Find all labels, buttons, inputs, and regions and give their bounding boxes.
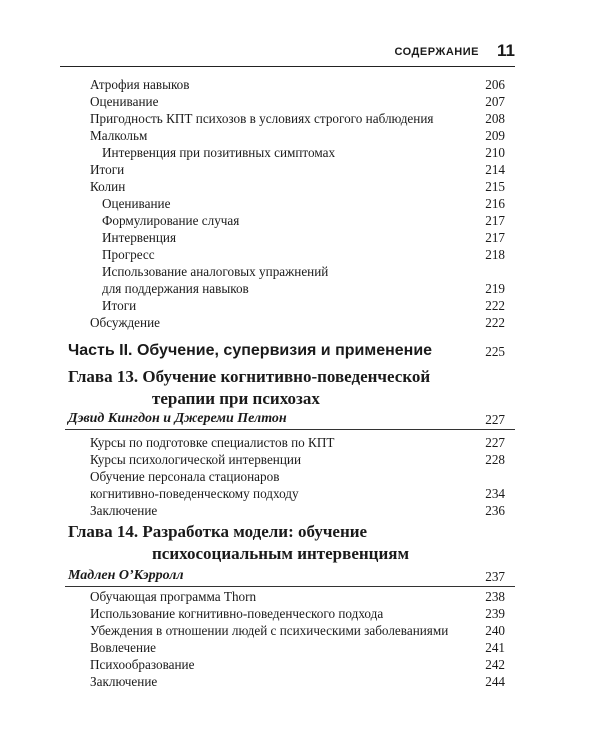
toc-entry: когнитивно-поведенческому подходу bbox=[90, 486, 299, 501]
toc-page: 219 bbox=[485, 281, 505, 296]
toc-entry: Итоги bbox=[102, 298, 137, 313]
toc-page: 208 bbox=[485, 111, 505, 126]
toc-page: 239 bbox=[485, 606, 505, 621]
toc-entry: для поддержания навыков bbox=[102, 281, 249, 296]
toc-entry: Убеждения в отношении людей с психическими заболеваниями bbox=[90, 623, 449, 638]
toc-page: 209 bbox=[485, 128, 505, 143]
toc-page: 228 bbox=[485, 452, 505, 467]
toc-entry: Оценивание bbox=[102, 196, 171, 211]
toc-entry: Пригодность КПТ психозов в условиях строгого наблюдения bbox=[90, 111, 434, 126]
toc-entry: Вовлечение bbox=[90, 640, 157, 655]
header-page-number: 11 bbox=[497, 41, 515, 60]
toc-entry: Оценивание bbox=[90, 94, 159, 109]
toc-page: 206 bbox=[485, 77, 505, 92]
toc-entry: Обсуждение bbox=[90, 315, 160, 330]
chapter-13-title-line1: Глава 13. Обучение когнитивно-поведенческой bbox=[68, 367, 431, 386]
toc-page: 216 bbox=[485, 196, 505, 211]
part-title: Часть II. Обучение, супервизия и применение bbox=[68, 342, 433, 359]
chapter-13-author-page: 227 bbox=[485, 412, 505, 427]
chapter-14-title-line1: Глава 14. Разработка модели: обучение bbox=[68, 522, 368, 541]
toc-page: 222 bbox=[485, 315, 505, 330]
toc-page: 227 bbox=[485, 435, 505, 450]
toc-entry: Обучение персонала стационаров bbox=[90, 469, 280, 484]
toc-page: 215 bbox=[485, 179, 505, 194]
toc-page: 207 bbox=[485, 94, 505, 109]
toc-entry: Использование когнитивно-поведенческого подхода bbox=[90, 606, 384, 621]
toc-entry: Заключение bbox=[90, 503, 158, 518]
toc-entry: Психообразование bbox=[90, 657, 195, 672]
chapter-14-title-line2: психосоциальным интервенциям bbox=[152, 544, 410, 563]
toc-entry: Курсы по подготовке специалистов по КПТ bbox=[90, 435, 335, 450]
toc-entry: Прогресс bbox=[102, 247, 155, 262]
running-header bbox=[60, 41, 515, 67]
toc-page: 217 bbox=[485, 213, 505, 228]
chapter-13-title-line2: терапии при психозах bbox=[152, 389, 320, 408]
toc-page: 214 bbox=[485, 162, 505, 177]
toc-page: 222 bbox=[485, 298, 505, 313]
toc-entry: Итоги bbox=[90, 162, 125, 177]
toc-entry: Малкольм bbox=[90, 128, 148, 143]
toc-page: 218 bbox=[485, 247, 505, 262]
toc-page: 217 bbox=[485, 230, 505, 245]
toc-entry: Использование аналоговых упражнений bbox=[102, 264, 329, 279]
toc-page: 234 bbox=[485, 486, 505, 501]
chapter-14-author-page: 237 bbox=[485, 569, 505, 584]
toc-page: 241 bbox=[485, 640, 505, 655]
divider bbox=[65, 586, 515, 587]
toc-page: 244 bbox=[485, 674, 505, 689]
toc-entry: Интервенция при позитивных симптомах bbox=[102, 145, 336, 160]
toc-entry: Заключение bbox=[90, 674, 158, 689]
toc-page: 236 bbox=[485, 503, 505, 518]
toc-page: 210 bbox=[485, 145, 505, 160]
header-title: СОДЕРЖАНИЕ bbox=[394, 46, 479, 58]
divider bbox=[65, 429, 515, 430]
part-page: 225 bbox=[485, 344, 505, 359]
toc-page: 238 bbox=[485, 589, 505, 604]
toc-entry: Атрофия навыков bbox=[90, 77, 190, 92]
toc-entry: Формулирование случая bbox=[102, 213, 240, 228]
toc-entry: Интервенция bbox=[102, 230, 177, 245]
chapter-13-author: Дэвид Кингдон и Джереми Пелтон bbox=[68, 411, 287, 426]
toc-page: 240 bbox=[485, 623, 505, 638]
toc-page: 242 bbox=[485, 657, 505, 672]
chapter-14-author: Мадлен О’Кэрролл bbox=[68, 568, 184, 583]
toc-entry: Колин bbox=[90, 179, 126, 194]
toc-entry: Обучающая программа Thorn bbox=[90, 589, 257, 604]
toc-entry: Курсы психологической интервенции bbox=[90, 452, 302, 467]
